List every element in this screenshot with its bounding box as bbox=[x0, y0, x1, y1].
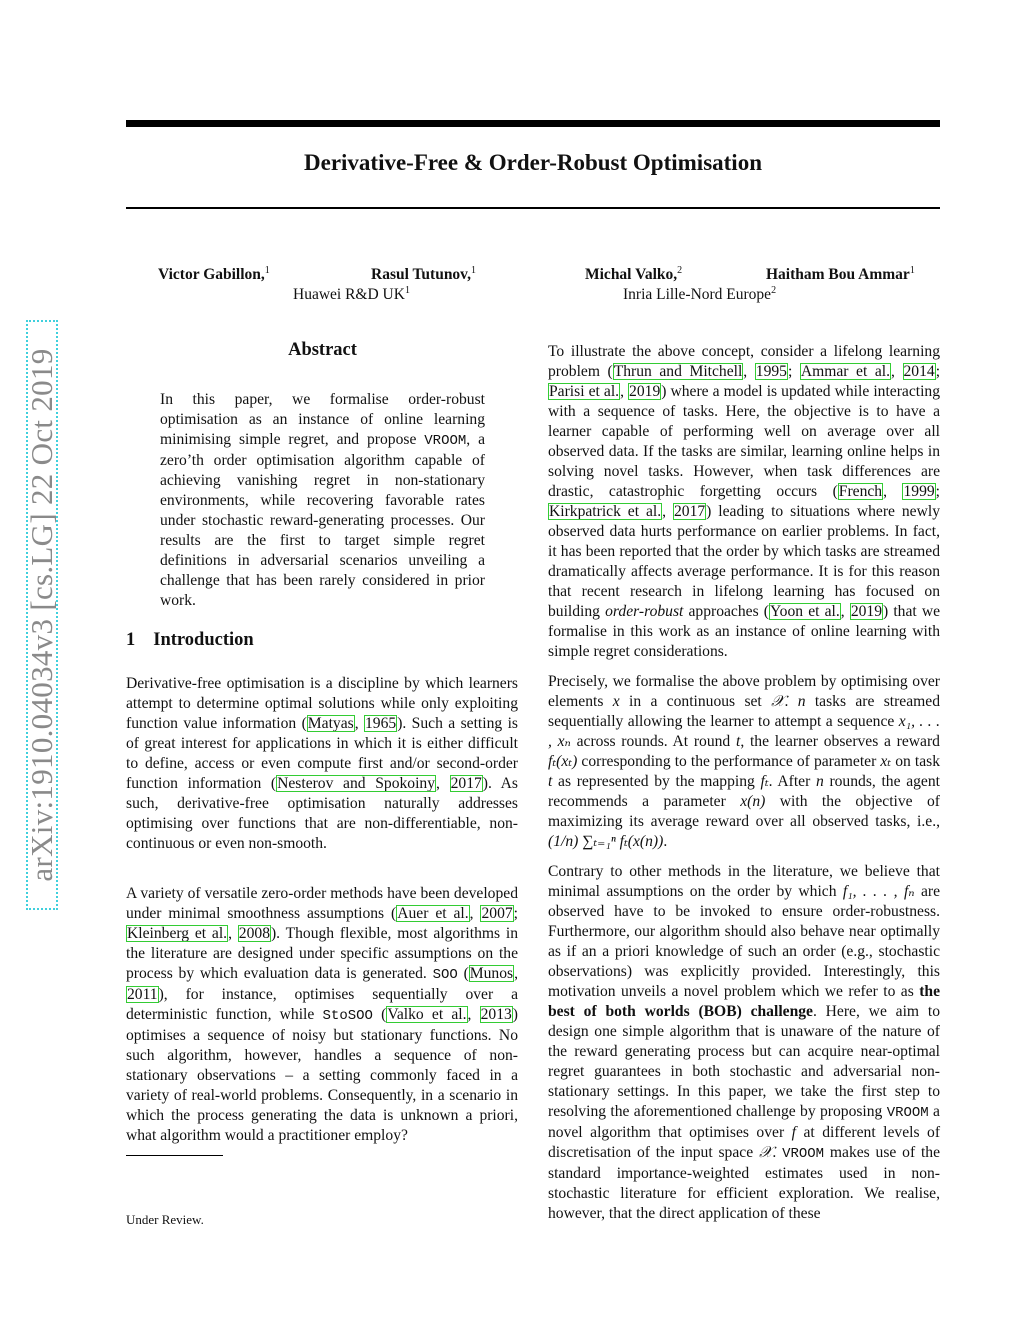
citation-link[interactable]: Ammar et al. bbox=[800, 363, 891, 380]
affiliation-huawei: Huawei R&D $UK^1$ bbox=[293, 285, 410, 304]
paper-title: Derivative-Free & Order-Robust Optimisation bbox=[304, 150, 762, 175]
citation-link[interactable]: 2011 bbox=[127, 986, 158, 1003]
author-tutunov: Rasul Tutunov,$^1$ bbox=[371, 265, 476, 284]
arxiv-identifier: arXiv:1910.04034v3 [cs.LG] 22 Oct 2019 bbox=[24, 348, 59, 882]
citation-link[interactable]: 2019 bbox=[629, 383, 661, 400]
top-rule bbox=[126, 120, 940, 127]
title-rule bbox=[126, 207, 940, 209]
abstract-heading: Abstract bbox=[288, 340, 357, 360]
citation-link[interactable]: 1965 bbox=[365, 715, 397, 732]
citation-link[interactable]: 2013 bbox=[480, 1006, 512, 1023]
citation-link[interactable]: 2008 bbox=[238, 925, 270, 942]
citation-link[interactable]: 1999 bbox=[903, 483, 935, 500]
right-paragraph-3: Contrary to other methods in the literature, we believe that minimal assumptions on the order by which f₁, . . . , fₙ are observed have to be invoked to ensure order-robustness. Furthermore, our algorithm should also behave near optimally as if an a priori knowledge of such an order (e.g., stochastic observations) was explicitly provided. Interestingly, this motivation unveils a novel problem which we refer to as the best of both worlds (BOB) challenge. Here, we aim to design one simple algorithm that is unaware of the nature of the reward generating process but can acquire near-optimal regret guarantees in both stochastic and adversarial non-stationary settings. In this paper, we take the first step to resolving the aforementioned challenge by proposing VROOM a novel algorithm that optimises over f at different levels of discretisation of the input space 𝒳. VROOM makes use of the standard importance-weighted estimates used in non-stochastic literature for efficient exploration. We realise, however, that the direct application of these bbox=[548, 863, 941, 1222]
citation-link[interactable]: Nesterov and Spokoiny bbox=[277, 775, 436, 792]
citation-link[interactable]: Matyas bbox=[307, 715, 354, 732]
abstract-body: In this paper, we formalise order-robust optimisation as an instance of online learning minimising simple regret, and propose VROOM, a zero’th order optimisation algorithm capable of achieving vanishing regret in non-stationary environments, while recovering favorable rates under stochastic reward-generating processes. Our results are the first to target simple regret definitions in adversarial scenarios unveiling a challenge that has been rarely considered in prior work. bbox=[160, 391, 485, 609]
citation-link[interactable]: French bbox=[838, 483, 883, 500]
author-valko: Michal Valko,$^2$ bbox=[585, 265, 683, 284]
author-gabillon: Victor Gabillon,$^1$ bbox=[158, 265, 270, 284]
intro-paragraph-1: Derivative-free optimisation is a discipline by which learners attempt to determine optimal solutions while only exploiting function value information (Matyas, 1965). Such a setting is of great interest for applications in which it is either difficult to define, access or even compute first and/or second-order function information (Nesterov and Spokoiny, 2017). As such, derivative-free optimisation naturally addresses optimising over functions that are non-differentiable, non-continuous or even non-smooth. bbox=[126, 675, 519, 852]
citation-link[interactable]: Munos bbox=[469, 965, 514, 982]
right-paragraph-1: To illustrate the above concept, consider a lifelong learning problem (Thrun and Mitchell, 1995; Ammar et al., 2014; Parisi et al., 2019) where a model is updated while interacting with a sequence of tasks. Here, the objective is to have a learner capable of performing well on average over all observed data. If the tasks are similar, learning online helps in solving novel tasks. However, when task differences are drastic, catastrophic forgetting occurs (French, 1999; Kirkpatrick et al., 2017) leading to situations where newly observed data hurts performance on earlier problems. In fact, it has been reported that the order by which tasks are streamed dramatically affects average performance. It is for this reason that recent research in lifelong learning has focused on building order-robust approaches (Yoon et al., 2019) that we formalise in this work as an instance of online learning with simple regret considerations. bbox=[548, 343, 941, 660]
citation-link[interactable]: Parisi et al. bbox=[549, 383, 620, 400]
intro-paragraph-2: A variety of versatile zero-order methods have been developed under minimal smoothness assumptions (Auer et al., 2007; Kleinberg et al., 2008). Though flexible, most algorithms in the literature are designed under specific assumptions on the process by which evaluation data is generated. SOO (Munos, 2011), for instance, optimises sequentially over a deterministic function, while StoSOO (Valko et al., 2013) optimises a sequence of noisy but stationary functions. No such algorithm, however, handles a sequence of non-stationary observations – a setting commonly faced in a variety of real-world problems. Consequently, in a scenario in which the process generating the data is unknown a priori, what algorithm would a practitioner employ? bbox=[126, 885, 519, 1144]
citation-link[interactable]: Kirkpatrick et al. bbox=[549, 503, 662, 520]
citation-link[interactable]: Auer et al. bbox=[397, 905, 469, 922]
footnote-rule bbox=[126, 1155, 223, 1156]
author-bou-ammar: Haitham Bou Ammar$^1$ bbox=[766, 265, 915, 284]
citation-link[interactable]: Valko et al. bbox=[387, 1006, 467, 1023]
affiliation-inria: Inria Lille-Nord Europe$^2$ bbox=[623, 285, 777, 304]
citation-link[interactable]: 2017 bbox=[673, 503, 706, 520]
citation-link[interactable]: 2019 bbox=[850, 603, 882, 620]
citation-link[interactable]: Yoon et al. bbox=[769, 603, 840, 620]
citation-link[interactable]: 1995 bbox=[755, 363, 787, 380]
section-heading-introduction: 1 Introduction bbox=[126, 630, 254, 650]
citation-link[interactable]: 2007 bbox=[481, 905, 513, 922]
citation-link[interactable]: 2014 bbox=[903, 363, 935, 380]
right-paragraph-2: Precisely, we formalise the above problem by optimising over elements x in a continuous set 𝒳. n tasks are streamed sequentially allowing the learner to attempt a sequence x₁, . . . , xₙ across rounds. At round t, the learner observes a reward fₜ(xₜ) corresponding to the performance of parameter xₜ on task t as represented by the mapping fₜ. After n rounds, the agent recommends a parameter x(n) with the objective of maximizing its average reward over all observed tasks, i.e., (1/n) ∑ₜ₌₁ⁿ fₜ(x(n)). bbox=[548, 673, 941, 850]
footnote: Under Review. bbox=[126, 1212, 204, 1227]
arxiv-sidebar[interactable] bbox=[22, 320, 62, 910]
citation-link[interactable]: 2017 bbox=[450, 775, 482, 792]
citation-link[interactable]: Thrun and Mitchell bbox=[613, 363, 743, 380]
citation-link[interactable]: Kleinberg et al. bbox=[127, 925, 228, 942]
